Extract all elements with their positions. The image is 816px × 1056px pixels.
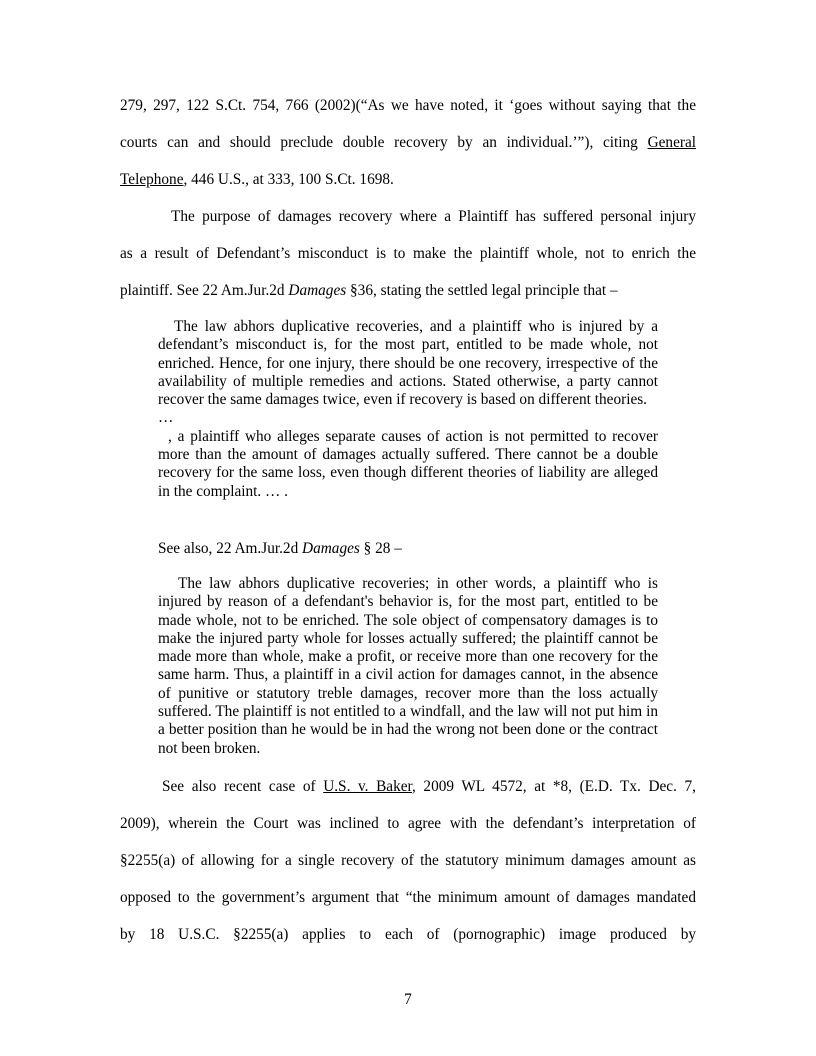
text-run: opposed to the government’s argument that “the minimum amount of damages mandated: [120, 889, 696, 906]
case-name-general-telephone-cont: Telephone: [120, 171, 184, 188]
text-run: as a result of Defendant’s misconduct is to make the plaintiff whole, not to enrich the: [120, 245, 696, 262]
text-run: §2255(a) of allowing for a single recovery of the statutory minimum damages amount as: [120, 852, 696, 869]
text-run: , 446 U.S., at 333, 100 S.Ct. 1698.: [183, 171, 394, 188]
block-quote-2: [158, 575, 658, 758]
text-run: See also recent case of: [162, 778, 324, 795]
para3-line4: [120, 889, 696, 907]
text-run: See also, 22 Am.Jur.2d: [158, 540, 303, 557]
text-run: by 18 U.S.C. §2255(a) applies to each of (pornographic) image produced by: [120, 926, 696, 943]
italic-damages: Damages: [288, 282, 347, 299]
quote1-ellipsis: …: [158, 409, 174, 427]
case-name-general-telephone: General: [647, 134, 696, 151]
para3-line1: [162, 778, 696, 796]
text-run: 279, 297, 122 S.Ct. 754, 766 (2002)(“As we have noted, it ‘goes without saying that the: [120, 97, 696, 114]
text-run: 2009), wherein the Court was inclined to agree with the defendant’s interpretation of: [120, 815, 696, 832]
text-run: , 2009 WL 4572, at *8, (E.D. Tx. Dec. 7,: [412, 778, 696, 795]
text-run: plaintiff. See 22 Am.Jur.2d: [120, 282, 289, 299]
italic-damages: Damages: [302, 540, 360, 557]
text-run: courts can and should preclude double recovery by an individual.’”), citing: [120, 134, 648, 151]
para2-line1: [171, 208, 696, 226]
page-number: 7: [404, 991, 412, 1008]
case-name-us-v-baker: U.S. v. Baker: [323, 778, 412, 795]
para3-line5: [120, 926, 696, 944]
para2-line2: [120, 245, 696, 263]
text-run: §36, stating the settled legal principle that –: [346, 282, 618, 299]
para1-line1: [120, 97, 696, 115]
quote1-paragraph2: , a plaintiff who alleges separate causes of action is not permitted to recover more than the amount of damages actually suffered. There cannot be a double recovery for the same loss, even though different theories of liability are alleged in the complaint. … .: [158, 427, 658, 500]
para1-line2: [120, 134, 696, 152]
quote2-paragraph: The law abhors duplicative recoveries; in other words, a plaintiff who is injured by reason of a defendant's behavior is, for the most part, entitled to be made whole, not to be enriched. The sole object of compensatory damages is to make the injured party whole for losses actually suffered; the plaintiff cannot be made more than whole, make a profit, or receive more than one recovery for the same harm. Thus, a plaintiff in a civil action for damages cannot, in the absence of punitive or statutory treble damages, recover more than the loss actually suffered. The plaintiff is not entitled to a windfall, and the law will not put him in a better position than he would be in had the wrong not been done or the contract not been broken.: [158, 575, 658, 757]
text-run: § 28 –: [359, 540, 402, 557]
text-run: The purpose of damages recovery where a Plaintiff has suffered personal injury: [171, 208, 696, 225]
quote1-paragraph1: The law abhors duplicative recoveries, and a plaintiff who is injured by a defendant’s misconduct is, for the most part, entitled to be made whole, not enriched. Hence, for one injury, there should be one recovery, irrespective of the availability of multiple remedies and actions. Stated otherwise, a party cannot recover the same damages twice, even if recovery is based on different theories.: [158, 318, 658, 409]
para3-line3: [120, 852, 696, 870]
block-quote-1: [158, 318, 658, 501]
para3-line2: [120, 815, 696, 833]
para1-line3: [120, 171, 696, 189]
see-also-line: [158, 540, 658, 558]
para2-line3: [120, 282, 696, 300]
